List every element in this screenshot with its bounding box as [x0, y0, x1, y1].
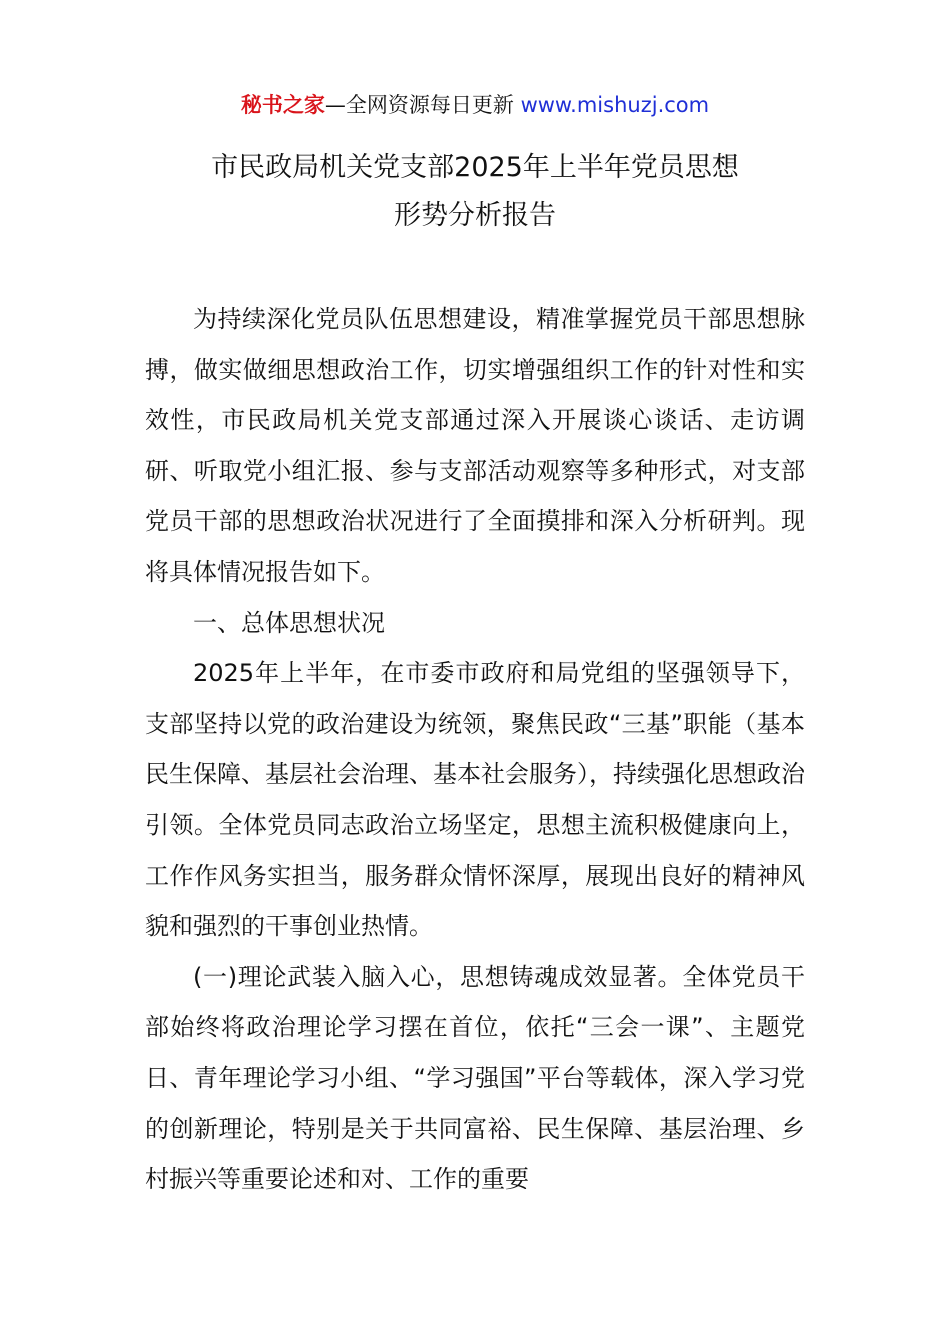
document-body [145, 294, 805, 1205]
site-url[interactable]: www.mishuzj.com [513, 93, 710, 117]
intro-paragraph: 为持续深化党员队伍思想建设，精准掌握党员干部思想脉搏，做实做细思想政治工作，切实增强组织工作的针对性和实效性，市民政局机关党支部通过深入开展谈心谈话、走访调研、听取党小组汇报、参与支部活动观察等多种形式，对支部党员干部的思想政治状况进行了全面摸排和深入分析研判。现将具体情况报告如下。 [145, 305, 805, 586]
subsection-paragraph-1: (一)理论武装入脑入心，思想铸魂成效显著。全体党员干部始终将政治理论学习摆在首位，依托“三会一课”、主题党日、青年理论学习小组、“学习强国”平台等载体，深入学习党的创新理论，特别是关于共同富裕、民生保障、基层治理、乡村振兴等重要论述和对、工作的重要 [145, 962, 805, 1194]
document-title [145, 144, 805, 240]
title-line-1: 市民政局机关党支部2025年上半年党员思想 [211, 152, 739, 183]
section-heading-1: 一、总体思想状况 [193, 608, 385, 637]
title-line-2: 形势分析报告 [394, 200, 556, 231]
header-tagline: —全网资源每日更新 [324, 93, 514, 117]
brand-name: 秘书之家 [240, 93, 325, 117]
overview-paragraph: 2025年上半年，在市委市政府和局党组的坚强领导下，支部坚持以党的政治建设为统领，聚焦民政“三基”职能（基本民生保障、基层社会治理、基本社会服务），持续强化思想政治引领。全体党员同志政治立场坚定，思想主流积极健康向上，工作作风务实担当，服务群众情怀深厚，展现出良好的精神风貌和强烈的干事创业热情。 [145, 659, 805, 941]
site-header [0, 88, 950, 122]
